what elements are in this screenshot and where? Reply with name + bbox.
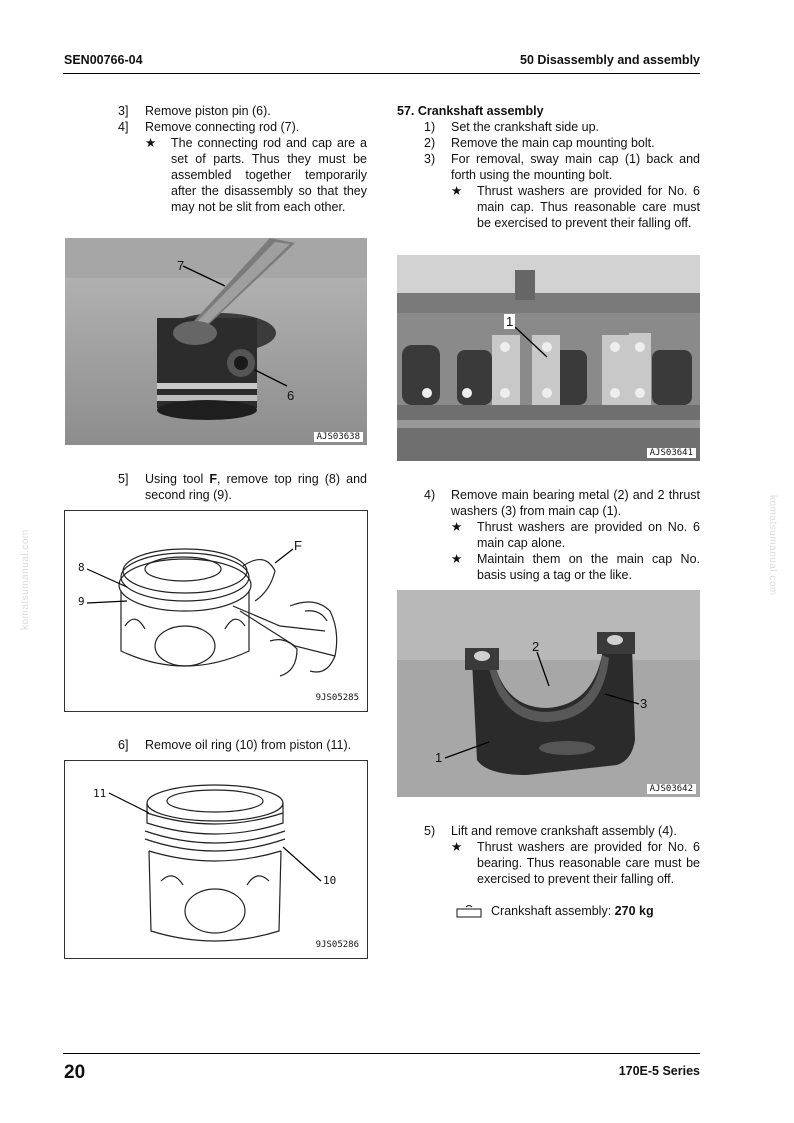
note-text: Maintain them on the main cap No. basis using a tag or the like. (477, 552, 700, 582)
step-text: For removal, sway main cap (1) back and forth using the mounting bolt. (451, 152, 700, 182)
note-text: Thrust washers are provided for No. 6 bearing. Thus reasonable care must be exercised to prevent their falling off. (477, 840, 700, 886)
figure-code: AJS03638 (314, 432, 363, 442)
star-icon: ★ (145, 136, 157, 150)
star-icon: ★ (451, 552, 463, 566)
step-text: Using tool F, remove top ring (8) and second ring (9). (145, 472, 367, 502)
figure-code: AJS03642 (647, 784, 696, 794)
star-icon: ★ (451, 520, 463, 534)
callout-8: 8 (78, 561, 85, 574)
footer-rule (63, 1053, 700, 1054)
main-cap-photo (397, 255, 700, 461)
step-number: 1) (424, 120, 436, 134)
tool-label: F (209, 472, 217, 486)
weight-value: 270 kg (614, 904, 654, 918)
callout-F: F (294, 538, 302, 553)
oil-ring-drawing (64, 760, 368, 959)
figure-code: 9JS05286 (315, 940, 359, 950)
step-text: Remove connecting rod (7). (145, 120, 300, 134)
watermark-left: komatsumanual.com (20, 529, 31, 630)
step-text: Remove main bearing metal (2) and 2 thrust washers (3) from main cap (1). (451, 488, 700, 518)
callout-11: 11 (93, 787, 107, 800)
step-number: 5] (118, 472, 129, 486)
page-number: 20 (64, 1062, 86, 1083)
callout-10: 10 (323, 874, 337, 887)
figure-code: 9JS05285 (315, 693, 359, 703)
watermark-right: komatsumanual.com (767, 495, 778, 596)
note-text: Thrust washers are provided for No. 6 main cap. Thus reasonable care must be exercised to prevent their falling off. (477, 184, 700, 230)
callout-6: 6 (287, 388, 295, 403)
step-number: 3] (118, 104, 129, 118)
section-title: 50 Disassembly and assembly (520, 53, 700, 67)
callout-3: 3 (640, 696, 648, 711)
step-text: Lift and remove crankshaft assembly (4). (451, 824, 677, 838)
step-number: 2) (424, 136, 436, 150)
weight-icon (455, 903, 485, 919)
star-icon: ★ (451, 840, 463, 854)
note-text: Thrust washers are provided on No. 6 main cap alone. (477, 520, 700, 550)
note-text: The connecting rod and cap are a set of parts. Thus they must be assembled together temporarily after the disassembly so that they may not be slit from each other. (171, 136, 367, 214)
series-name: 170E-5 Series (618, 1064, 700, 1078)
crankshaft-section-title: 57. Crankshaft assembly (397, 104, 544, 118)
step-number: 5) (424, 824, 436, 838)
star-icon: ★ (451, 184, 463, 198)
document-id: SEN00766-04 (64, 53, 143, 67)
step-number: 6] (118, 738, 129, 752)
connecting-rod-photo (65, 238, 367, 445)
bearing-metal-photo (397, 590, 700, 797)
callout-7: 7 (177, 258, 185, 273)
header-rule (63, 73, 700, 74)
callout-2: 2 (532, 639, 540, 654)
ring-removal-drawing (64, 510, 368, 712)
callout-9: 9 (78, 595, 85, 608)
weight-text: Crankshaft assembly: 270 kg (491, 904, 654, 918)
callout-1: 1 (435, 750, 443, 765)
step-number: 3) (424, 152, 436, 166)
step-text: Remove the main cap mounting bolt. (451, 136, 655, 150)
step-text: Remove piston pin (6). (145, 104, 271, 118)
callout-1: 1 (506, 314, 514, 329)
step-text: Remove oil ring (10) from piston (11). (145, 738, 352, 752)
step-number: 4) (424, 488, 436, 502)
step-text: Set the crankshaft side up. (451, 120, 600, 134)
figure-code: AJS03641 (647, 448, 696, 458)
step-number: 4] (118, 120, 129, 134)
